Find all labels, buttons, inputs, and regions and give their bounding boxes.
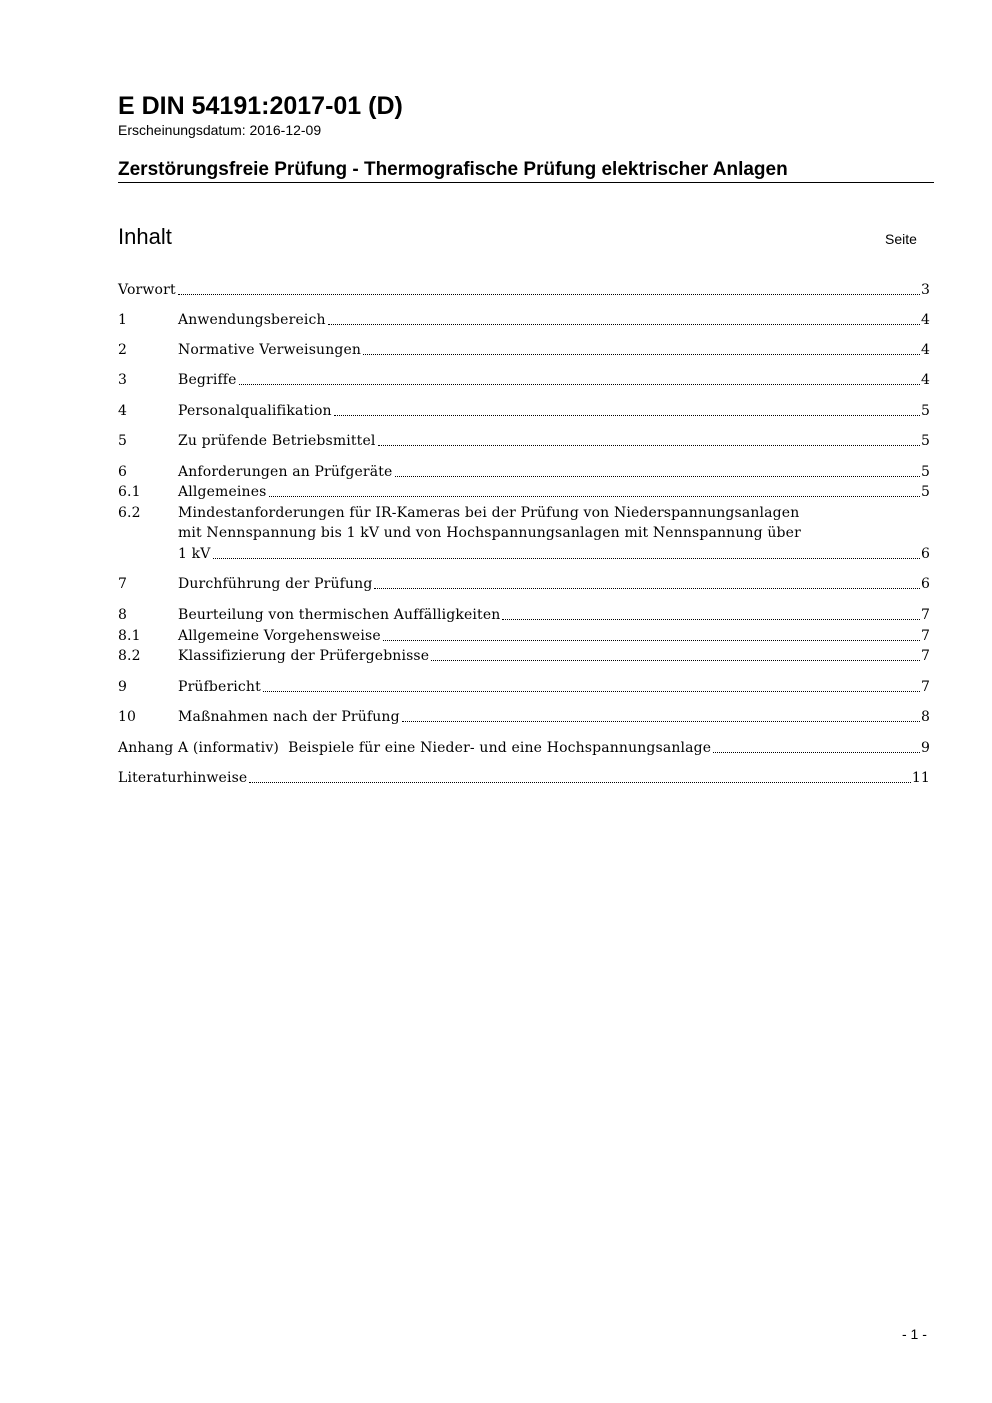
dot-leader bbox=[383, 626, 920, 641]
dot-leader bbox=[334, 401, 920, 416]
toc-entry-number: 6.1 bbox=[118, 484, 141, 500]
toc-entry-title: Zu prüfende Betriebsmittel bbox=[178, 433, 376, 449]
toc-entry-number: 4 bbox=[118, 403, 128, 419]
toc-entry-page: 3 bbox=[920, 282, 930, 298]
toc-heading: Inhalt bbox=[118, 224, 172, 249]
toc-entry-page: 4 bbox=[920, 372, 930, 388]
toc-entry-title: Begriffe bbox=[178, 372, 237, 388]
toc-entry-page: 8 bbox=[920, 709, 930, 725]
toc-entry-page: 7 bbox=[920, 648, 930, 664]
toc-entry-title: Prüfbericht bbox=[178, 679, 261, 695]
toc-entry-number: 10 bbox=[118, 709, 137, 725]
dot-leader bbox=[239, 370, 920, 385]
publication-date: Erscheinungsdatum: 2016-12-09 bbox=[118, 122, 322, 138]
toc-entry-6[interactable] bbox=[118, 462, 930, 482]
dot-leader bbox=[402, 707, 920, 722]
toc-entry-8-2[interactable] bbox=[118, 646, 930, 666]
dot-leader bbox=[713, 738, 920, 753]
toc-entry-7[interactable] bbox=[118, 574, 930, 594]
dot-leader bbox=[431, 646, 920, 661]
toc-entry-title-line-2: mit Nennspannung bis 1 kV und von Hochspannungsanlagen mit Nennspannung über bbox=[178, 525, 801, 541]
toc-entry-page: 6 bbox=[920, 546, 930, 562]
toc-entry-page: 5 bbox=[920, 464, 930, 480]
toc-entry-page: 9 bbox=[920, 740, 930, 756]
toc-entry-title: Anhang A (informativ) Beispiele für eine Nieder- und eine Hochspannungsanlage bbox=[118, 740, 712, 756]
dot-leader bbox=[328, 310, 920, 325]
toc-entry-page: 4 bbox=[920, 342, 930, 358]
toc-entry-number: 8.1 bbox=[118, 628, 141, 644]
dot-leader bbox=[263, 677, 920, 692]
toc-entry-page: 7 bbox=[920, 628, 930, 644]
toc-entry-page: 5 bbox=[920, 484, 930, 500]
toc-entry-8-1[interactable] bbox=[118, 626, 930, 646]
toc-entry-anhang-a[interactable] bbox=[118, 738, 930, 758]
toc-entry-page: 7 bbox=[920, 679, 930, 695]
dot-leader bbox=[363, 340, 920, 355]
toc-entry-vorwort[interactable] bbox=[118, 280, 930, 300]
document-subject: Zerstörungsfreie Prüfung - Thermografische Prüfung elektrischer Anlagen bbox=[118, 159, 788, 180]
toc-entry-page: 4 bbox=[920, 312, 930, 328]
toc-entry-10[interactable] bbox=[118, 707, 930, 727]
toc-page-column-label: Seite bbox=[885, 231, 917, 247]
dot-leader bbox=[395, 462, 920, 477]
toc-entry-6-2-end[interactable] bbox=[118, 544, 930, 564]
toc-entry-page: 5 bbox=[920, 433, 930, 449]
toc-entry-title: Anforderungen an Prüfgeräte bbox=[178, 464, 393, 480]
toc-entry-page: 6 bbox=[920, 576, 930, 592]
toc-entry-number: 7 bbox=[118, 576, 128, 592]
toc-entry-title: Allgemeines bbox=[178, 484, 267, 500]
toc-entry-page: 11 bbox=[911, 770, 930, 786]
toc-entry-number: 6.2 bbox=[118, 505, 141, 521]
toc-entry-5[interactable] bbox=[118, 431, 930, 451]
page-number: - 1 - bbox=[902, 1326, 927, 1342]
dot-leader bbox=[502, 605, 920, 620]
toc-entry-1[interactable] bbox=[118, 310, 930, 330]
toc-entry-4[interactable] bbox=[118, 401, 930, 421]
toc-entry-number: 9 bbox=[118, 679, 128, 695]
toc-entry-title: Allgemeine Vorgehensweise bbox=[178, 628, 381, 644]
toc-entry-number: 5 bbox=[118, 433, 128, 449]
toc-entry-number: 2 bbox=[118, 342, 128, 358]
toc-entry-6-2[interactable] bbox=[118, 503, 930, 523]
toc-entry-title: Personalqualifikation bbox=[178, 403, 332, 419]
toc-entry-9[interactable] bbox=[118, 677, 930, 697]
toc-entry-number: 8 bbox=[118, 607, 128, 623]
toc-entry-title: Vorwort bbox=[118, 282, 176, 298]
toc-entry-3[interactable] bbox=[118, 370, 930, 390]
dot-leader bbox=[178, 280, 920, 295]
dot-leader bbox=[249, 768, 911, 783]
toc-entry-8[interactable] bbox=[118, 605, 930, 625]
toc-entry-number: 3 bbox=[118, 372, 128, 388]
toc-entry-6-2-continued[interactable] bbox=[118, 523, 930, 543]
toc-entry-literaturhinweise[interactable] bbox=[118, 768, 930, 788]
toc-entry-title: 1 kV bbox=[178, 546, 211, 562]
toc-entry-title: Durchführung der Prüfung bbox=[178, 576, 373, 592]
toc-entry-title: Normative Verweisungen bbox=[178, 342, 362, 358]
toc-entry-title: Anwendungsbereich bbox=[178, 312, 326, 328]
toc-entry-title: Literaturhinweise bbox=[118, 770, 248, 786]
dot-leader bbox=[374, 574, 919, 589]
dot-leader bbox=[269, 482, 920, 497]
toc-entry-page: 7 bbox=[920, 607, 930, 623]
document-title: E DIN 54191:2017-01 (D) bbox=[118, 92, 403, 120]
toc-entry-6-1[interactable] bbox=[118, 482, 930, 502]
toc-entry-title: Klassifizierung der Prüfergebnisse bbox=[178, 648, 430, 664]
toc-entry-title: Maßnahmen nach der Prüfung bbox=[178, 709, 400, 725]
toc-entry-number: 1 bbox=[118, 312, 128, 328]
toc-entry-title: Beurteilung von thermischen Auffälligkeiten bbox=[178, 607, 501, 623]
toc-entry-number: 6 bbox=[118, 464, 128, 480]
toc-entry-page: 5 bbox=[920, 403, 930, 419]
header-divider bbox=[118, 182, 934, 183]
toc-entry-title-line-1: Mindestanforderungen für IR-Kameras bei der Prüfung von Niederspannungsanlagen bbox=[178, 505, 800, 521]
toc-entry-2[interactable] bbox=[118, 340, 930, 360]
dot-leader bbox=[378, 431, 920, 446]
dot-leader bbox=[213, 544, 920, 559]
toc-entry-number: 8.2 bbox=[118, 648, 141, 664]
